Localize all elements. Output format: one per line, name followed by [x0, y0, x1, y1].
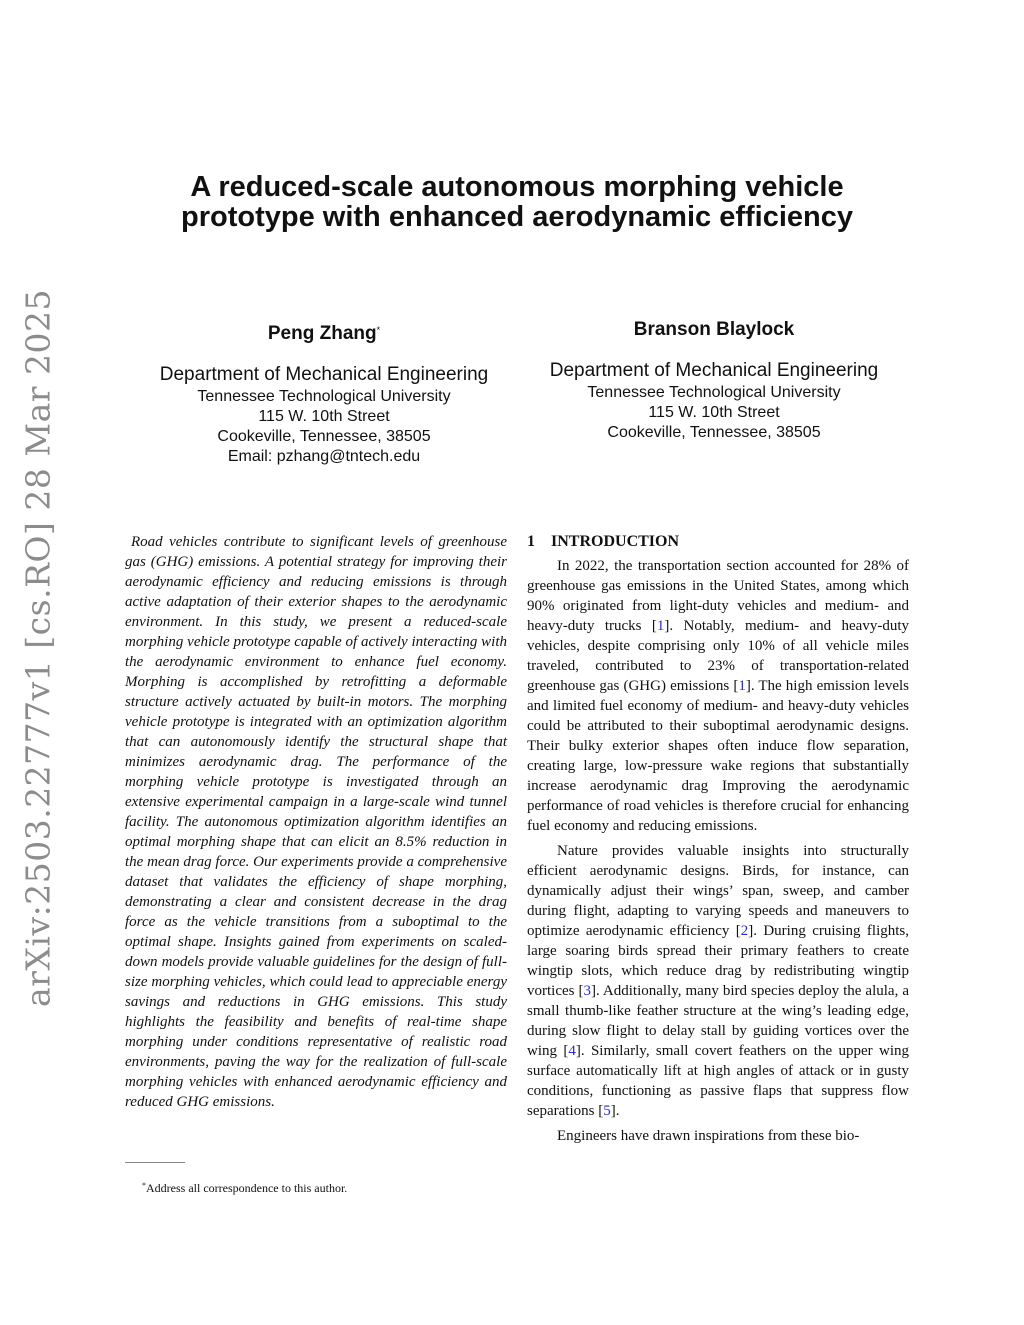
citation-link[interactable]: 2	[740, 923, 749, 939]
citation-link[interactable]: 3	[583, 983, 591, 999]
citation-link[interactable]: 1	[738, 678, 746, 694]
author-city: Cookeville, Tennessee, 38505	[607, 424, 821, 441]
author-university: Tennessee Technological University	[587, 384, 841, 401]
citation-link[interactable]: 5	[603, 1103, 611, 1119]
footnote-text: Address all correspondence to this author.	[146, 1181, 348, 1195]
paragraph: In 2022, the transportation section accounted for 28% of greenhouse gas emissions in the United States, among which 90% originated from light-duty vehicles and medium- and heavy-duty trucks [1]. Notably, medium- and heavy-duty vehicles, despite comprising only 10% of all vehicle miles traveled, contributed to 23% of transportation-related greenhouse gas (GHG) emissions [1]. The high emission levels and limited fuel economy of medium- and heavy-duty vehicles could be attributed to their suboptimal aerodynamic designs. Their bulky exterior shapes often induce flow separation, creating large, low-pressure wake regions that substantially increase aerodynamic drag Improving the aerodynamic performance of road vehicles is therefore crucial for enhancing fuel economy and reducing emissions.	[527, 558, 909, 834]
citation-link[interactable]: 1	[656, 618, 665, 634]
paragraph: Engineers have drawn inspirations from these bio-	[557, 1128, 860, 1144]
paragraph: Nature provides valuable insights into structurally efficient aerodynamic designs. Birds, for instance, can dynamically adjust their wings’ span, sweep, and camber during flight, adapting to varying speeds and maneuvers to optimize aerodynamic efficiency [2]. During cruising flights, large soaring birds spread their primary feathers to create wingtip slots, which reduce drag by redistributing wingtip vortices [3]. Additionally, many bird species deploy the alula, a small thumb-like feather structure at the wing’s leading edge, during slow flight to delay stall by guiding vortices over the wing [4]. Similarly, small covert feathers on the upper wing surface automatically lift at high angles of attack or in gusty conditions, functioning as passive flaps that suppress flow separations [5].	[527, 843, 909, 1119]
section-number: 1	[527, 533, 535, 550]
citation-link[interactable]: 4	[568, 1043, 576, 1059]
author-street: 115 W. 10th Street	[258, 408, 390, 425]
author-email: Email: pzhang@tntech.edu	[227, 448, 421, 465]
abstract-text: Road vehicles contribute to significant levels of greenhouse gas (GHG) emissions. A potential strategy for improving their aerodynamic efficiency and reducing emissions is through active adaptation of their exterior shapes to the aerodynamic environment. In this study, we present a reduced-scale morphing vehicle prototype capable of actively interacting with the aerodynamic environment to enhance fuel economy. Morphing is accomplished by retrofitting a deformable structure actively actuated by built-in motors. The morphing vehicle prototype is integrated with an optimization algorithm that can autonomously identify the structural shape that minimizes aerodynamic drag. The performance of the morphing vehicle prototype is investigated through an extensive experimental campaign in a large-scale wind tunnel facility. The autonomous optimization algorithm identifies an optimal morphing shape that can elicit an 8.5% reduction in the mean drag force. Our experiments provide a comprehensive dataset that validates the efficiency of shape morphing, demonstrating a clear and consistent decrease in the drag force as the vehicle transitions from a suboptimal to the optimal shape. Insights gained from experiments on scaled-down models provide valuable guidelines for the design of full-size morphing vehicles, which could lead to appreciable energy savings and reductions in GHG emissions. This study highlights the feasibility and benefits of real-time shape morphing under conditions representative of realistic road environments, paving the way for the realization of full-scale morphing vehicles with enhanced aerodynamic efficiency and reduced GHG emissions.	[125, 534, 507, 1110]
author-city: Cookeville, Tennessee, 38505	[217, 428, 431, 445]
abstract	[125, 532, 507, 1112]
footnote-divider	[125, 1162, 185, 1163]
section-heading	[527, 532, 679, 552]
footnote-marker: *	[142, 1181, 146, 1190]
author-block-1	[134, 318, 514, 467]
author-street: 115 W. 10th Street	[648, 404, 780, 421]
introduction-body	[527, 556, 909, 1151]
author-name: Branson Blaylock	[633, 319, 795, 340]
paper-title: A reduced-scale autonomous morphing vehicle prototype with enhanced aerodynamic efficiency	[181, 171, 853, 233]
section-title: INTRODUCTION	[551, 533, 680, 550]
author-department: Department of Mechanical Engineering	[549, 360, 879, 381]
author-block-2	[524, 318, 904, 443]
author-footnote-marker: *	[376, 325, 381, 335]
author-university: Tennessee Technological University	[197, 388, 451, 405]
author-department: Department of Mechanical Engineering	[159, 364, 489, 385]
footnote	[142, 1178, 347, 1196]
author-name: Peng Zhang*	[267, 323, 381, 344]
arxiv-identifier: arXiv:2503.22777v1 [cs.RO] 28 Mar 2025	[18, 288, 58, 1008]
